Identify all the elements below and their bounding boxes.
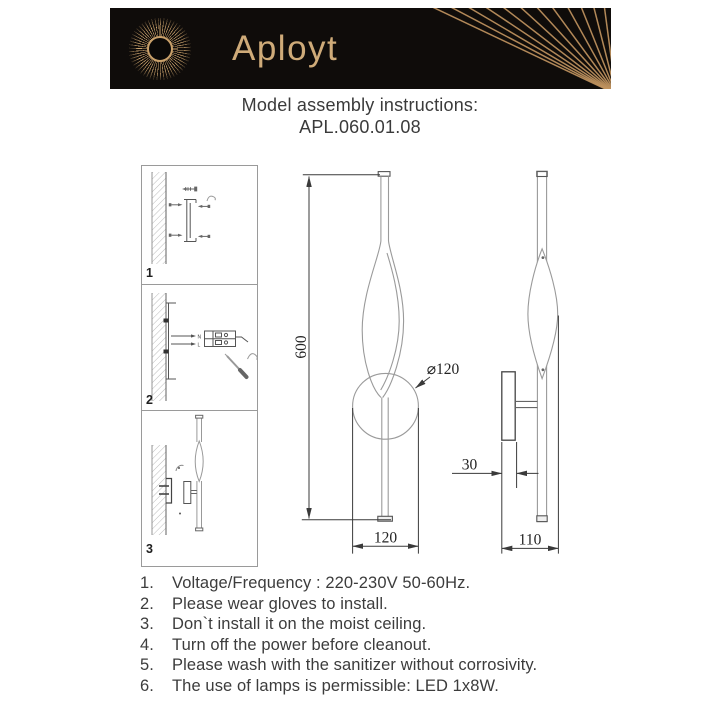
item-number: 4. [140, 635, 154, 654]
title-line: Model assembly instructions: [241, 95, 479, 115]
terminal-block [205, 331, 236, 347]
item-text: Turn off the power before cleanout. [172, 635, 432, 654]
dim-front-diameter: ⌀120 [426, 361, 460, 378]
diameter-leader [416, 377, 431, 388]
dim-front-height: 600 [293, 335, 310, 359]
item-text: Don`t install it on the moist ceiling. [172, 615, 427, 634]
model-number: APL.060.01.08 [299, 116, 421, 137]
wire-l-label: L [197, 342, 201, 349]
item-text: The use of lamps is permissible: LED 1x8W. [172, 676, 499, 695]
front-view [293, 172, 460, 554]
item-number: 1. [140, 574, 154, 592]
step-number: 1 [146, 266, 153, 280]
list-item [140, 655, 615, 676]
side-view [452, 171, 558, 553]
steps-panel [142, 166, 258, 567]
wire-n-label: N [197, 334, 202, 341]
instructions-list [140, 573, 615, 697]
list-item [140, 594, 615, 615]
dim-side-depth: 30 [461, 456, 478, 474]
item-text: Please wash with the sanitizer without corrosivity. [172, 656, 538, 675]
item-number: 3. [140, 615, 154, 634]
item-text: Please wear gloves to install. [172, 594, 388, 613]
height-dimension [302, 175, 391, 520]
list-item [140, 573, 615, 594]
step-number: 3 [146, 542, 153, 556]
item-number: 6. [140, 676, 154, 695]
brand-wordmark: Aployt [232, 29, 339, 68]
step-number: 2 [146, 393, 153, 407]
dim-front-width: 120 [373, 529, 398, 547]
item-text: Voltage/Frequency : 220-230V 50-60Hz. [172, 574, 471, 592]
dim-side-width: 110 [518, 531, 542, 549]
list-item [140, 614, 615, 635]
list-item [140, 635, 615, 656]
item-number: 2. [140, 594, 154, 613]
item-number: 5. [140, 656, 154, 675]
list-item [140, 676, 615, 697]
